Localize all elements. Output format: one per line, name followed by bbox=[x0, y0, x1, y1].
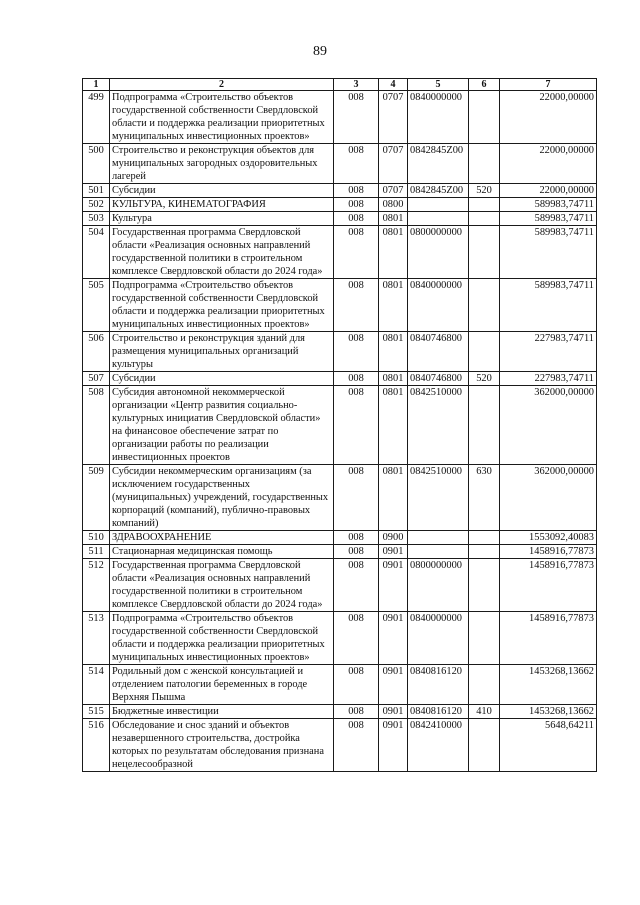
row-name: Субсидии bbox=[110, 184, 334, 198]
row-section-code: 0801 bbox=[379, 279, 408, 332]
row-expense-type bbox=[469, 91, 500, 144]
row-amount: 589983,74711 bbox=[500, 198, 597, 212]
table-row bbox=[83, 332, 597, 372]
row-ministry-code: 008 bbox=[334, 559, 379, 612]
row-expense-type bbox=[469, 144, 500, 184]
row-expense-type bbox=[469, 198, 500, 212]
table-row bbox=[83, 559, 597, 612]
table-row bbox=[83, 665, 597, 705]
column-header-7: 7 bbox=[500, 79, 597, 91]
row-section-code: 0901 bbox=[379, 545, 408, 559]
row-number: 500 bbox=[83, 144, 110, 184]
row-name: Бюджетные инвестиции bbox=[110, 705, 334, 719]
row-target-code: 0840000000 bbox=[408, 612, 469, 665]
row-number: 503 bbox=[83, 212, 110, 226]
table-row bbox=[83, 545, 597, 559]
table-row bbox=[83, 719, 597, 772]
row-section-code: 0901 bbox=[379, 612, 408, 665]
row-target-code bbox=[408, 531, 469, 545]
row-amount: 1453268,13662 bbox=[500, 665, 597, 705]
row-name: Подпрограмма «Строительство объектов государственной собственности Свердловской области и поддержка реализации приоритетных муниципальных инвестиционных проектов» bbox=[110, 91, 334, 144]
row-expense-type bbox=[469, 531, 500, 545]
row-target-code: 0842845Z00 bbox=[408, 144, 469, 184]
row-target-code: 0842410000 bbox=[408, 719, 469, 772]
table-row bbox=[83, 184, 597, 198]
row-target-code: 0842510000 bbox=[408, 465, 469, 531]
row-target-code: 0800000000 bbox=[408, 226, 469, 279]
row-section-code: 0900 bbox=[379, 531, 408, 545]
row-expense-type bbox=[469, 559, 500, 612]
row-number: 507 bbox=[83, 372, 110, 386]
row-section-code: 0707 bbox=[379, 144, 408, 184]
row-name: Стационарная медицинская помощь bbox=[110, 545, 334, 559]
row-number: 510 bbox=[83, 531, 110, 545]
row-ministry-code: 008 bbox=[334, 332, 379, 372]
row-number: 516 bbox=[83, 719, 110, 772]
row-ministry-code: 008 bbox=[334, 198, 379, 212]
row-section-code: 0901 bbox=[379, 559, 408, 612]
row-name: Субсидии некоммерческим организациям (за исключением государственных (муниципальных) учреждений, государственных корпораций (компаний), публично-правовых компаний) bbox=[110, 465, 334, 531]
row-target-code: 0840816120 bbox=[408, 705, 469, 719]
table-row bbox=[83, 279, 597, 332]
row-amount: 589983,74711 bbox=[500, 279, 597, 332]
row-target-code: 0840000000 bbox=[408, 91, 469, 144]
row-ministry-code: 008 bbox=[334, 612, 379, 665]
row-amount: 1458916,77873 bbox=[500, 545, 597, 559]
row-ministry-code: 008 bbox=[334, 545, 379, 559]
row-amount: 589983,74711 bbox=[500, 226, 597, 279]
row-expense-type bbox=[469, 212, 500, 226]
row-number: 499 bbox=[83, 91, 110, 144]
row-ministry-code: 008 bbox=[334, 91, 379, 144]
column-header-1: 1 bbox=[83, 79, 110, 91]
row-name: Культура bbox=[110, 212, 334, 226]
row-expense-type bbox=[469, 612, 500, 665]
row-expense-type: 630 bbox=[469, 465, 500, 531]
row-name: Строительство и реконструкция объектов для муниципальных загородных оздоровительных лагерей bbox=[110, 144, 334, 184]
row-name: Субсидии bbox=[110, 372, 334, 386]
table-row bbox=[83, 465, 597, 531]
row-number: 513 bbox=[83, 612, 110, 665]
row-ministry-code: 008 bbox=[334, 144, 379, 184]
row-section-code: 0801 bbox=[379, 226, 408, 279]
row-expense-type bbox=[469, 386, 500, 465]
row-number: 514 bbox=[83, 665, 110, 705]
row-ministry-code: 008 bbox=[334, 279, 379, 332]
row-ministry-code: 008 bbox=[334, 665, 379, 705]
row-number: 511 bbox=[83, 545, 110, 559]
row-section-code: 0707 bbox=[379, 91, 408, 144]
column-header-6: 6 bbox=[469, 79, 500, 91]
row-amount: 22000,00000 bbox=[500, 91, 597, 144]
row-target-code: 0840746800 bbox=[408, 372, 469, 386]
row-amount: 227983,74711 bbox=[500, 372, 597, 386]
row-amount: 22000,00000 bbox=[500, 184, 597, 198]
table-row bbox=[83, 372, 597, 386]
table-row bbox=[83, 612, 597, 665]
row-name: Подпрограмма «Строительство объектов государственной собственности Свердловской области и поддержка реализации приоритетных муниципальных инвестиционных проектов» bbox=[110, 612, 334, 665]
row-section-code: 0801 bbox=[379, 212, 408, 226]
header-row bbox=[83, 79, 597, 91]
row-section-code: 0901 bbox=[379, 719, 408, 772]
row-amount: 362000,00000 bbox=[500, 465, 597, 531]
row-amount: 1553092,40083 bbox=[500, 531, 597, 545]
row-ministry-code: 008 bbox=[334, 531, 379, 545]
row-number: 505 bbox=[83, 279, 110, 332]
column-header-2: 2 bbox=[110, 79, 334, 91]
column-header-3: 3 bbox=[334, 79, 379, 91]
row-expense-type bbox=[469, 226, 500, 279]
row-amount: 1453268,13662 bbox=[500, 705, 597, 719]
row-ministry-code: 008 bbox=[334, 719, 379, 772]
page-number: 89 bbox=[313, 44, 327, 59]
row-number: 502 bbox=[83, 198, 110, 212]
row-section-code: 0801 bbox=[379, 372, 408, 386]
budget-table bbox=[82, 78, 597, 772]
row-ministry-code: 008 bbox=[334, 465, 379, 531]
row-amount: 362000,00000 bbox=[500, 386, 597, 465]
row-name: Субсидия автономной некоммерческой организации «Центр развития социально-культурных инициатив Свердловской области» на финансовое обеспечение затрат по организации работы по реализации инвестиционных проектов bbox=[110, 386, 334, 465]
row-section-code: 0901 bbox=[379, 665, 408, 705]
row-expense-type bbox=[469, 279, 500, 332]
table-row bbox=[83, 386, 597, 465]
row-name: Государственная программа Свердловской области «Реализация основных направлений государственной политики в строительном комплексе Свердловской области до 2024 года» bbox=[110, 226, 334, 279]
row-expense-type: 520 bbox=[469, 184, 500, 198]
table-row bbox=[83, 212, 597, 226]
row-target-code bbox=[408, 212, 469, 226]
row-section-code: 0801 bbox=[379, 386, 408, 465]
row-target-code: 0840816120 bbox=[408, 665, 469, 705]
row-amount: 1458916,77873 bbox=[500, 559, 597, 612]
row-name: Строительство и реконструкция зданий для размещения муниципальных организаций культуры bbox=[110, 332, 334, 372]
row-ministry-code: 008 bbox=[334, 226, 379, 279]
row-number: 506 bbox=[83, 332, 110, 372]
row-ministry-code: 008 bbox=[334, 184, 379, 198]
column-header-4: 4 bbox=[379, 79, 408, 91]
column-header-5: 5 bbox=[408, 79, 469, 91]
row-target-code: 0842510000 bbox=[408, 386, 469, 465]
row-expense-type: 520 bbox=[469, 372, 500, 386]
row-expense-type bbox=[469, 332, 500, 372]
row-ministry-code: 008 bbox=[334, 386, 379, 465]
row-name: Подпрограмма «Строительство объектов государственной собственности Свердловской области и поддержка реализации приоритетных муниципальных инвестиционных проектов» bbox=[110, 279, 334, 332]
row-target-code bbox=[408, 198, 469, 212]
table-row bbox=[83, 144, 597, 184]
row-name: Обследование и снос зданий и объектов незавершенного строительства, достройка которых по результатам обследования признана нецелесообразной bbox=[110, 719, 334, 772]
row-section-code: 0800 bbox=[379, 198, 408, 212]
row-section-code: 0707 bbox=[379, 184, 408, 198]
row-number: 515 bbox=[83, 705, 110, 719]
row-expense-type: 410 bbox=[469, 705, 500, 719]
row-expense-type bbox=[469, 665, 500, 705]
table-row bbox=[83, 91, 597, 144]
row-amount: 589983,74711 bbox=[500, 212, 597, 226]
row-expense-type bbox=[469, 545, 500, 559]
table-row bbox=[83, 198, 597, 212]
row-amount: 5648,64211 bbox=[500, 719, 597, 772]
row-name: Государственная программа Свердловской области «Реализация основных направлений государственной политики в строительном комплексе Свердловской области до 2024 года» bbox=[110, 559, 334, 612]
row-section-code: 0901 bbox=[379, 705, 408, 719]
row-target-code: 0840000000 bbox=[408, 279, 469, 332]
table-row bbox=[83, 705, 597, 719]
row-number: 508 bbox=[83, 386, 110, 465]
row-name: КУЛЬТУРА, КИНЕМАТОГРАФИЯ bbox=[110, 198, 334, 212]
row-target-code: 0840746800 bbox=[408, 332, 469, 372]
row-number: 504 bbox=[83, 226, 110, 279]
row-expense-type bbox=[469, 719, 500, 772]
row-number: 501 bbox=[83, 184, 110, 198]
table-row bbox=[83, 531, 597, 545]
row-amount: 22000,00000 bbox=[500, 144, 597, 184]
row-ministry-code: 008 bbox=[334, 372, 379, 386]
row-section-code: 0801 bbox=[379, 465, 408, 531]
row-ministry-code: 008 bbox=[334, 212, 379, 226]
row-amount: 1458916,77873 bbox=[500, 612, 597, 665]
row-name: ЗДРАВООХРАНЕНИЕ bbox=[110, 531, 334, 545]
row-amount: 227983,74711 bbox=[500, 332, 597, 372]
row-ministry-code: 008 bbox=[334, 705, 379, 719]
row-number: 512 bbox=[83, 559, 110, 612]
row-number: 509 bbox=[83, 465, 110, 531]
row-target-code: 0800000000 bbox=[408, 559, 469, 612]
row-name: Родильный дом с женской консультацией и отделением патологии беременных в городе Верхняя Пышма bbox=[110, 665, 334, 705]
table-row bbox=[83, 226, 597, 279]
row-target-code: 0842845Z00 bbox=[408, 184, 469, 198]
row-target-code bbox=[408, 545, 469, 559]
row-section-code: 0801 bbox=[379, 332, 408, 372]
